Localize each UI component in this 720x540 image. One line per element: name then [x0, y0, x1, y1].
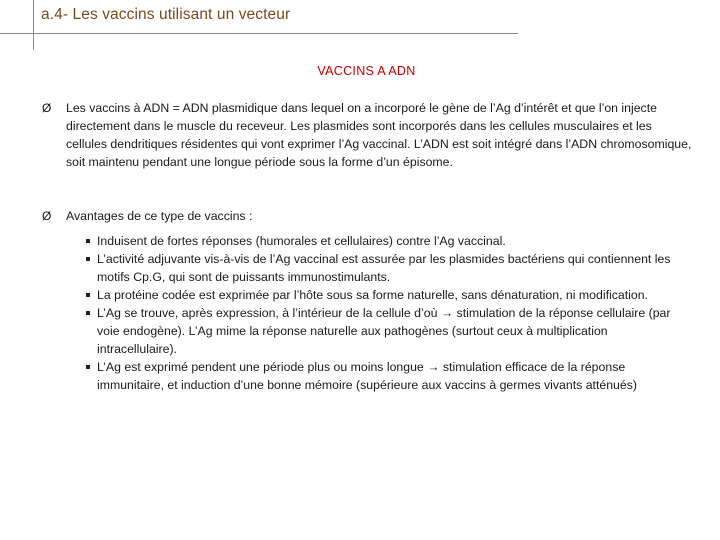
- vertical-rule: [33, 0, 34, 50]
- arrow-bullet-icon: Ø: [42, 101, 52, 115]
- list-item-text: L’Ag est exprimé pendent une période plus ou moins longue → stimulation efficace de la réponse immunitaire, et induction d’une bonne mémoire (supérieure aux vaccins à germes vivants atténués): [97, 360, 637, 392]
- advantages-heading: [42, 207, 696, 225]
- horizontal-rule: [0, 33, 518, 34]
- list-item-text: L’activité adjuvante vis-à-vis de l’Ag vaccinal est assurée par les plasmides bactériens qui contiennent les motifs Cp.G, qui sont de puissants immunostimulants.: [97, 252, 671, 284]
- list-item-text: La protéine codée est exprimée par l’hôte sous sa forme naturelle, sans dénaturation, ni modification.: [97, 288, 648, 302]
- square-bullet-icon: [86, 365, 90, 369]
- square-bullet-icon: [86, 311, 90, 315]
- section-title: VACCINS A ADN: [317, 64, 416, 78]
- list-item-text: L’Ag se trouve, après expression, à l’intérieur de la cellule d’où → stimulation de la réponse cellulaire (par voie endogène). L’Ag mime la réponse naturelle aux pathogènes (surtout ceux à multiplication intracellulaire).: [97, 306, 671, 356]
- advantages-heading-text: Avantages de ce type de vaccins :: [66, 209, 253, 223]
- list-item-text: Induisent de fortes réponses (humorales et cellulaires) contre l’Ag vaccinal.: [97, 234, 506, 248]
- slide-title: a.4- Les vaccins utilisant un vecteur: [41, 6, 291, 23]
- square-bullet-icon: [86, 239, 90, 243]
- definition-paragraph: [42, 99, 696, 171]
- list-item: [97, 232, 685, 250]
- list-item: [97, 304, 685, 358]
- list-item: [97, 358, 685, 394]
- definition-text: Les vaccins à ADN = ADN plasmidique dans lequel on a incorporé le gène de l’Ag d’intérêt et que l’on injecte directement dans le muscle du receveur. Les plasmides sont incorporés dans les cellules musculaires et les cellules dendritiques résidentes qui vont exprimer l’Ag vaccinal. L’ADN est soit intégré dans l’ADN chromosomique, soit maintenu pendant une longue période sous la forme d’un épisome.: [66, 101, 692, 169]
- square-bullet-icon: [86, 257, 90, 261]
- advantages-list: [97, 232, 685, 394]
- list-item: [97, 286, 685, 304]
- square-bullet-icon: [86, 293, 90, 297]
- list-item: [97, 250, 685, 286]
- arrow-bullet-icon: Ø: [42, 209, 52, 223]
